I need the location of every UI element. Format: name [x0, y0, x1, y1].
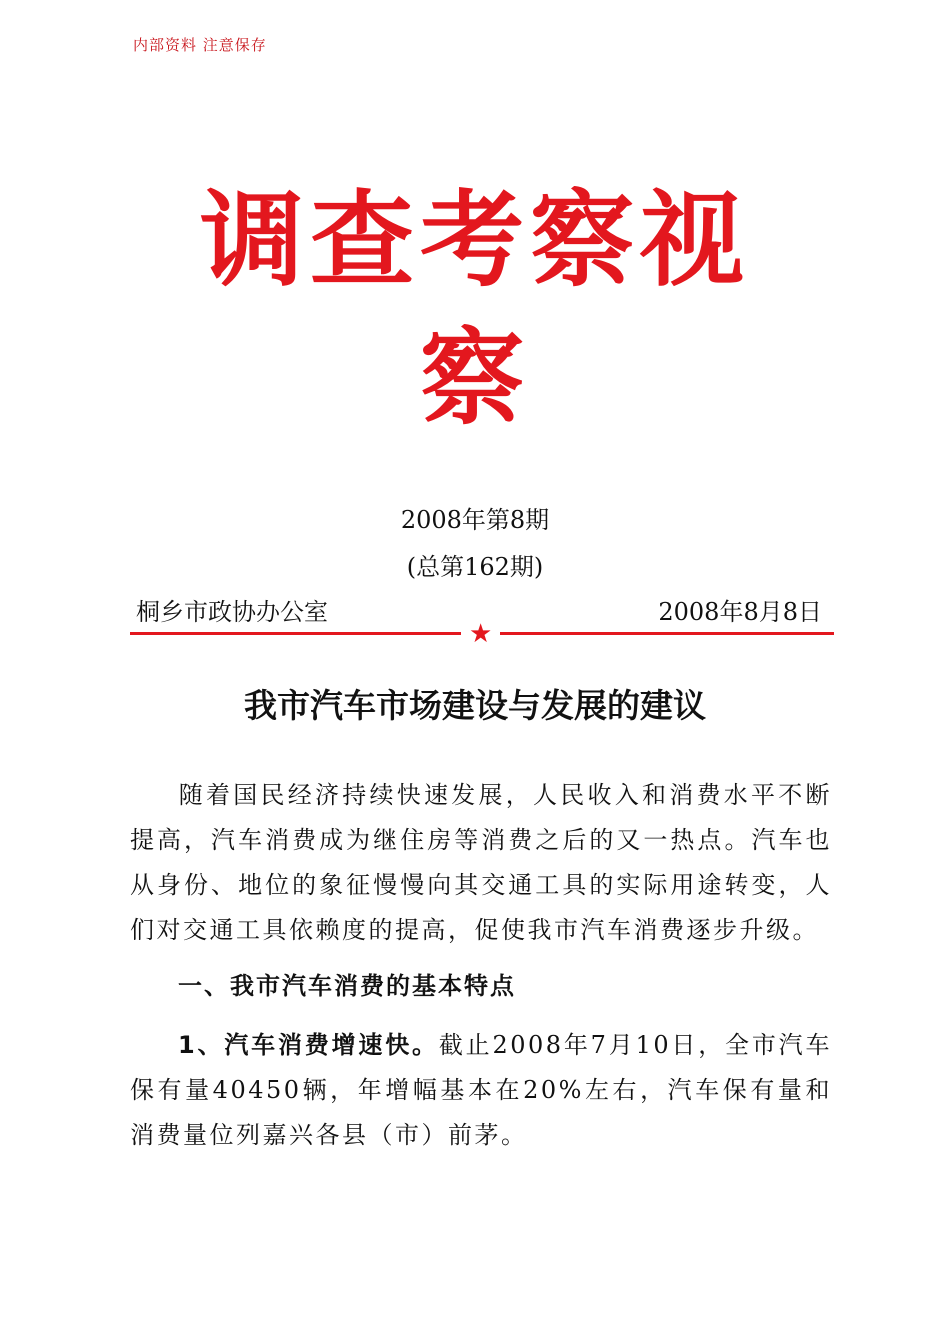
masthead-title-line1: 调查考察视: [199, 179, 750, 301]
article-title: 我市汽车市场建设与发展的建议: [244, 686, 706, 725]
section-heading: 一、我市汽车消费的基本特点: [178, 972, 516, 1000]
point-body: 截止2008年7月10日，全市汽车保有量40450辆，年增幅基本在20%左右，汽车保有量和消费量位列嘉兴各县（市）前茅。: [130, 1031, 832, 1149]
confidential-note: 内部资料 注意保存: [133, 36, 267, 54]
intro-paragraph: [130, 773, 832, 953]
issue-number: 2008年第8期: [400, 506, 550, 534]
intro-text: 随着国民经济持续快速发展，人民收入和消费水平不断提高，汽车消费成为继住房等消费之后的又一热点。汽车也从身份、地位的象征慢慢向其交通工具的实际用途转变，人们对交通工具依赖度的提高，促使我市汽车消费逐步升级。: [130, 781, 832, 944]
divider-rule-left: [130, 632, 461, 635]
issue-total-number: (总第162期): [406, 553, 544, 581]
issuing-office: 桐乡市政协办公室: [136, 598, 328, 626]
point-lead: 1、汽车消费增速快。: [178, 1031, 439, 1059]
issue-date: 2008年8月8日: [658, 598, 822, 626]
point-paragraph: [130, 1023, 832, 1158]
star-icon: ★: [469, 619, 493, 649]
divider-rule-right: [500, 632, 834, 635]
masthead-title-line2: 察: [419, 317, 530, 439]
